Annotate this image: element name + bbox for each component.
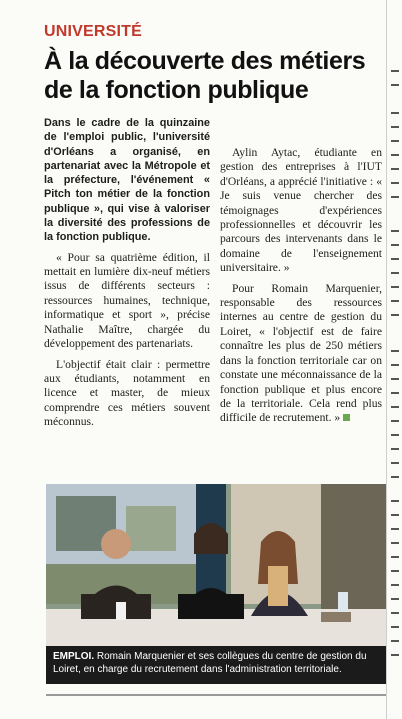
- text-column-1: [44, 116, 210, 430]
- article-photo: [46, 484, 386, 662]
- photo-caption: [46, 646, 386, 684]
- adjacent-article-edge: [390, 0, 402, 719]
- article-paragraph: L'objectif était clair : permettre aux étudiants, notamment en licence et master, de mieux comprendre ces métiers souvent méconnus.: [44, 357, 210, 429]
- column-divider: [386, 0, 387, 719]
- article-paragraph: « Pour sa quatrième édition, il mettait en lumière dix-neuf métiers issus de différents secteurs : ressources humaines, technique, informatique et sport », précise Nathalie Maître, chargée du développement des partenariats.: [44, 250, 210, 351]
- article-paragraph: Aylin Aytac, étudiante en gestion des entreprises à l'IUT d'Orléans, a apprécié l'initiative : « Je suis venue chercher des témoignages d'expériences professionnelles et découvrir les parcours des intervenants dans le domaine de l'enseignement universitaire. »: [220, 146, 382, 275]
- bottom-divider: [46, 694, 386, 696]
- article-lead: Dans le cadre de la quinzaine de l'emploi public, l'université d'Orléans a organisé, en partenariat avec la Métropole et la préfecture, l'événement « Pitch ton métier de la fonction publique », qui vise à valoriser la diversité des professions de la fonction publique.: [44, 117, 210, 244]
- text-column-2: [220, 116, 382, 426]
- photo-illustration: [46, 484, 386, 662]
- caption-text: Romain Marquenier et ses collègues du centre de gestion du Loiret, en charge du recrutement dans l'administration territoriale.: [53, 651, 367, 675]
- caption-label: EMPLOI.: [53, 651, 95, 662]
- square-end-icon: [343, 414, 350, 421]
- article-headline: À la découverte des métiers de la fonction publique: [44, 47, 366, 104]
- article-kicker: UNIVERSITÉ: [44, 23, 143, 40]
- article-paragraph: [220, 282, 382, 426]
- article-paragraph-text: Pour Romain Marquenier, responsable des ressources internes au centre de gestion du Loiret, « l'objectif est de faire connaître les plus de 250 métiers dans la fonction territoriale car on constate une méconnaissance de la fonction publique et plus encore de la territoriale. Cela rend plus difficile de recrutement. »: [220, 281, 382, 425]
